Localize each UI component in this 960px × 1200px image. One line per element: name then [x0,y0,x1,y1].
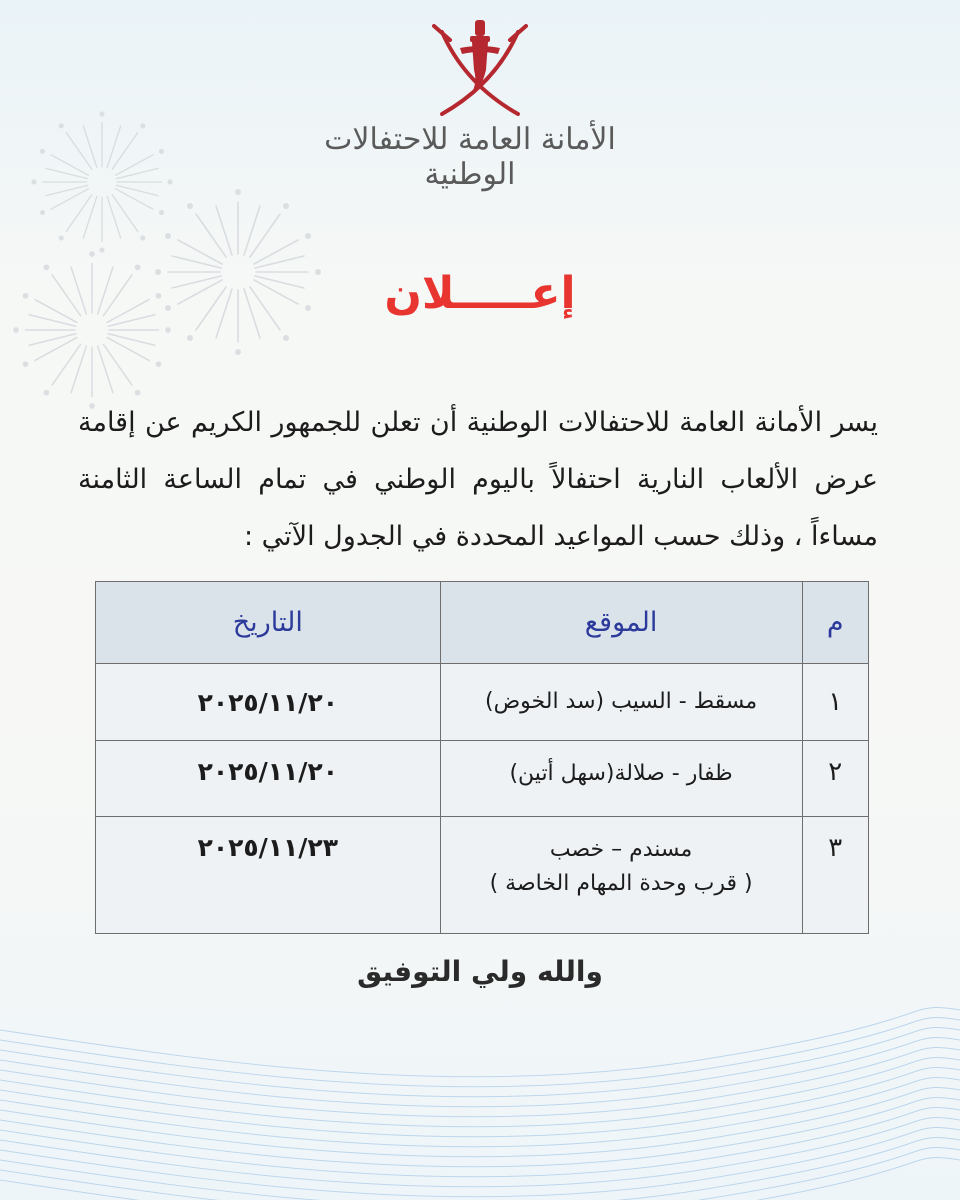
row-date: ٢٠٢٥/١١/٢٠ [96,664,441,741]
location-text: ظفار - صلالة(سهل أتين) [509,761,733,786]
fireworks-decoration-icon [13,111,321,408]
row-date: ٢٠٢٥/١١/٢٠ [96,741,441,817]
row-location [440,741,802,817]
table-row [96,817,869,934]
header-location: الموقع [440,582,802,664]
row-number: ٣ [802,817,868,934]
row-location [440,817,802,934]
header-number: م [802,582,868,664]
row-location [440,664,802,741]
table-row [96,664,869,741]
announcement-body: يسر الأمانة العامة للاحتفالات الوطنية أن تعلن للجمهور الكريم عن إقامة عرض الألعاب النارية احتفالاً باليوم الوطني في تمام الساعة الثامنة مساءاً ، وذلك حسب المواعيد المحددة في الجدول الآتي : [78,407,878,552]
location-note: ( قرب وحدة المهام الخاصة ) [489,871,753,896]
announcement-title: إعـــــلان [384,268,576,319]
row-number: ١ [802,664,868,741]
row-number: ٢ [802,741,868,817]
header-date: التاريخ [96,582,441,664]
fireworks-schedule-table [95,581,869,934]
closing-phrase: والله ولي التوفيق [357,955,603,988]
table-header-row [96,582,869,664]
table-row [96,741,869,817]
oman-national-emblem-icon [420,14,540,124]
row-date: ٢٠٢٥/١١/٢٣ [96,817,441,934]
organization-name: الأمانة العامة للاحتفالات الوطنية [324,122,616,192]
location-text: مسقط - السيب (سد الخوض) [485,689,758,714]
location-text: مسندم – خصب [549,837,693,862]
wave-pattern-icon [0,1007,960,1200]
